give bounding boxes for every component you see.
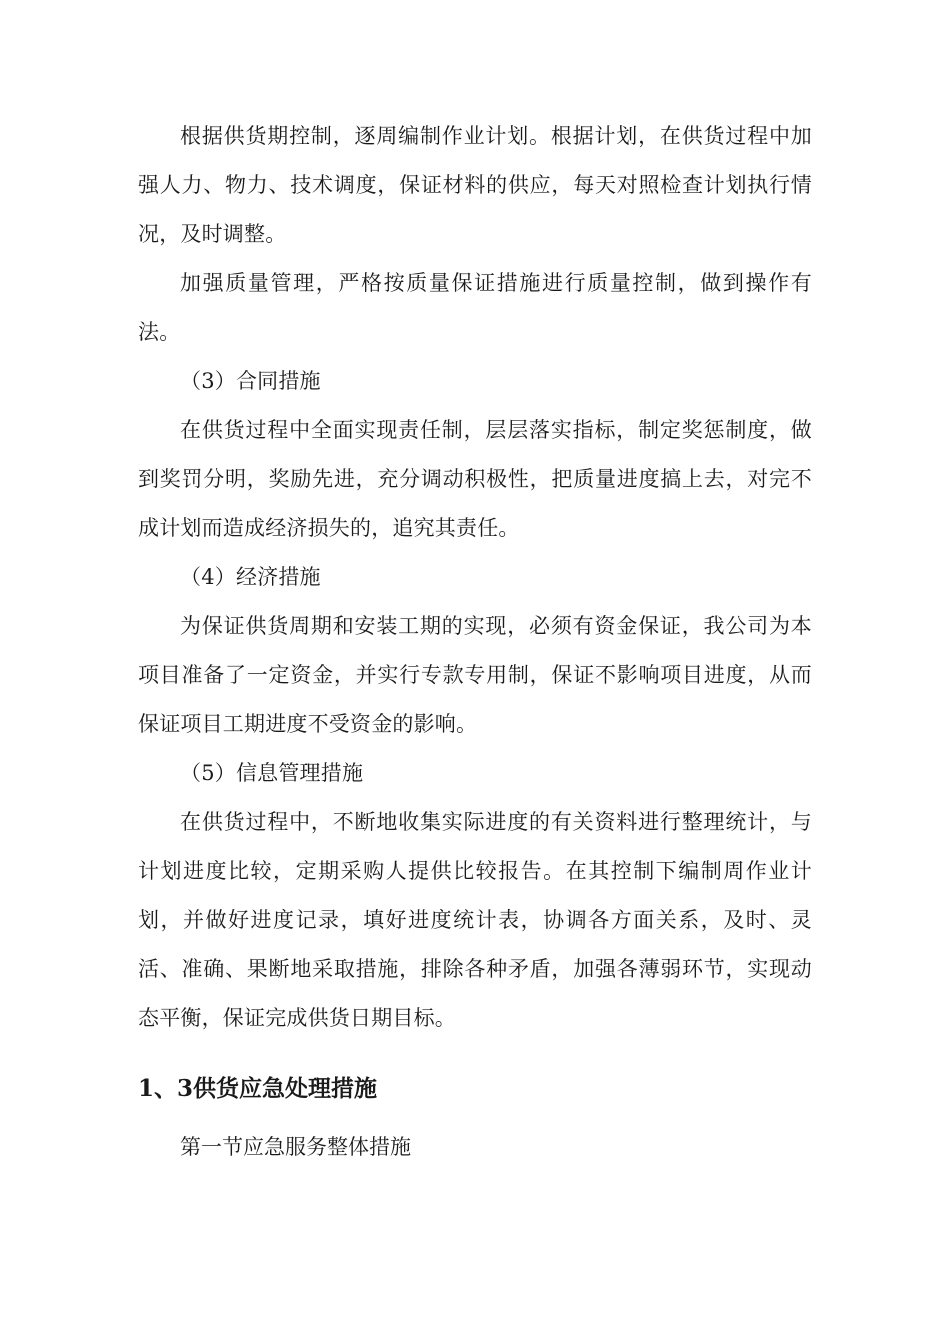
- item-economic-measures: （4）经济措施: [180, 565, 321, 589]
- paragraph-schedule-control: 根据供货期控制，逐周编制作业计划。根据计划，在供货过程中加强人力、物力、技术调度，保证材料的供应，每天对照检查计划执行情况，及时调整。: [138, 124, 812, 246]
- section-heading: 1、3供货应急处理措施: [138, 1075, 378, 1102]
- paragraph-information-management: 在供货过程中，不断地收集实际进度的有关资料进行整理统计，与计划进度比较，定期采购人提供比较报告。在其控制下编制周作业计划，并做好进度记录，填好进度统计表，协调各方面关系，及时、灵活、准确、果断地采取措施，排除各种矛盾，加强各薄弱环节，实现动态平衡，保证完成供货日期目标。: [138, 810, 812, 1030]
- item-information-management: （5）信息管理措施: [180, 761, 364, 785]
- item-contract-measures: （3）合同措施: [180, 369, 321, 393]
- paragraph-contract-measures: 在供货过程中全面实现责任制，层层落实指标，制定奖惩制度，做到奖罚分明，奖励先进，充分调动积极性，把质量进度搞上去，对完不成计划而造成经济损失的，追究其责任。: [138, 418, 812, 540]
- subsection-heading: 第一节应急服务整体措施: [180, 1135, 411, 1159]
- paragraph-economic-measures: 为保证供货周期和安装工期的实现，必须有资金保证，我公司为本项目准备了一定资金，并实行专款专用制，保证不影响项目进度，从而保证项目工期进度不受资金的影响。: [138, 614, 812, 736]
- paragraph-quality-management: 加强质量管理，严格按质量保证措施进行质量控制，做到操作有法。: [138, 271, 812, 344]
- document-body: [138, 112, 812, 1172]
